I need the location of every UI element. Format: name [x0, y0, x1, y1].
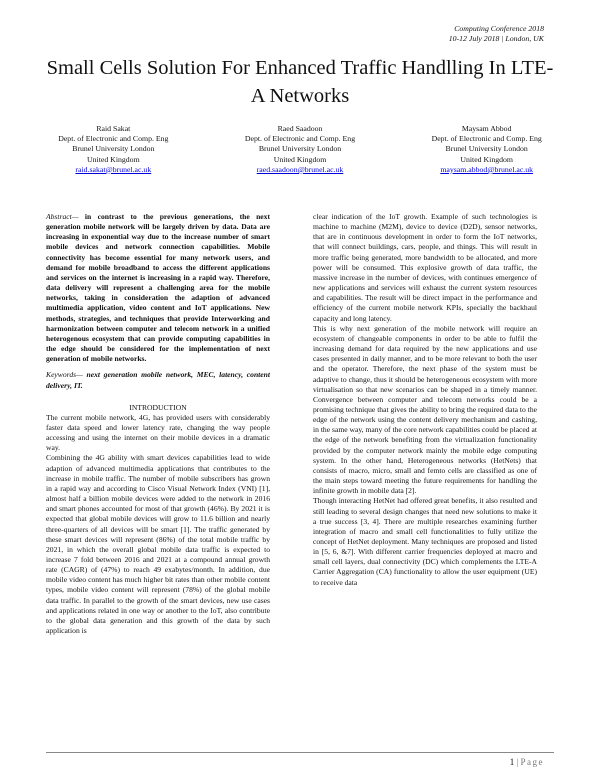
- author-2: [207, 124, 394, 175]
- author-block: [20, 124, 580, 175]
- author-name: Raid Sakat: [96, 124, 131, 133]
- footer-divider: [46, 752, 554, 753]
- author-3: [393, 124, 580, 175]
- abstract-text: in contrast to the previous generations, the next generation mobile network will be largely driven by data. Data are increasing in exponential way due to the increase number of smart mobile devices and network connection capabilities. Mobile connectivity has become essential for many network users, and demand for mobile broadband to access the different applications and services on the internet is increasing in a rapid way. Therefore, data delivery will represent a challenging area for the mobile networks, taking in consideration the adaption of advanced multimedia application, video content and IoT applications. New methods, strategies, and techniques that provide Interworking and harmonization between computer and telecom network in a unified heterogenous ecosystem that can provide computing capabilities in the edge should be considered for the implementation of next generation of mobile networks.: [46, 212, 270, 364]
- conference-header: [449, 24, 544, 44]
- page-label: Page: [520, 757, 544, 767]
- author-university: Brunel University London: [445, 144, 528, 154]
- author-1: [20, 124, 207, 175]
- section-heading-introduction: INTRODUCTION: [129, 402, 187, 412]
- author-university: Brunel University London: [72, 144, 155, 154]
- page-footer: [510, 757, 544, 767]
- author-email-link[interactable]: maysam.abbod@brunel.ac.uk: [440, 164, 534, 174]
- abstract: [46, 212, 270, 364]
- keywords-text: next generation mobile network, MEC, latency, content delivery, IT.: [46, 370, 270, 390]
- author-dept: Dept. of Electronic and Comp. Eng: [431, 134, 542, 144]
- author-dept: Dept. of Electronic and Comp. Eng: [244, 134, 356, 144]
- author-university: Brunel University London: [258, 144, 342, 154]
- paragraph: The current mobile network, 4G, has provided users with considerably faster data speed and lower latency rate, changing the way people accessing and using the internet on their mobile devices in a dramatic way.: [46, 412, 270, 453]
- left-column: [46, 212, 270, 636]
- paragraph: clear indication of the IoT growth. Example of such technologies is machine to machine (M2M), device to device (D2D), sensor networks, that are in continuous development in order to form the IoT networks, that will connect buildings, cars, people, and things. This will result in more traffic being generated, more bandwidth to be allocated, and more power will be consumed. This explosive growth of data traffic, the massive increase in the number of devices, with continues emergence of new applications and services will exhaust the current system resources and capabilities. The result will be direct impact in the performance and efficiency of the current mobile network KPIs, specially the backhaul capacity and long latency.: [313, 212, 537, 323]
- author-country: United Kingdom: [460, 154, 513, 164]
- paragraph: Though interacting HetNet had offered great benefits, it also resulted and still leading to several design changes that need new solutions to make it a true success [3, 4]. There are multiple researches examining further integration of macro and small cell functionalities to fully utilize the concept of HetNet deployment. Many techniques are proposed and listed in [5, 6, &7]. With different carrier frequencies deployed at macro and small cell layers, dual connectivity (DC) which complements the LTE-A Carrier Aggregation (CA) functionality to allow the user equipment (UE) to receive data: [313, 496, 537, 587]
- page-number: 1: [509, 757, 515, 767]
- author-name: Raed Saadoon: [277, 124, 323, 133]
- keywords: [46, 370, 270, 390]
- footer-separator: |: [516, 757, 519, 767]
- author-name: Maysam Abbod: [461, 124, 512, 133]
- paragraph: Combining the 4G ability with smart devices capabilities lead to wide adaption of advanced multimedia applications that contributes to the increase in mobile traffic. The number of mobile subscribers has grown in a rapid way and according to Cisco Visual Network Index (VNI) [1], almost half a billion mobile devices were added to the network in 2016 and smart phones accounted for most of that growth (46%). By 2021 it is expected that global mobile devices will grow to 11.6 billion and nearly three-quarters of all devices will be smart [1]. The traffic generated by these smart devices will represent (86%) of the total mobile traffic by 2021, in which the overall global mobile data traffic is expected to increase 7 fold between 2016 and 2021 at a compound annual growth rate (CAGR) of (47%) to reach 49 exabytes/month. In addition, due mobile video content has much higher bit rates than other mobile content types, mobile video content will represent (78%) of the global mobile data traffic. In parallel to the growth of the smart devices, new use cases and applications related in one way or another to the IoT, also contribute to the global data generation and this growth of the data by such application is: [46, 453, 270, 636]
- author-country: United Kingdom: [273, 154, 327, 164]
- conference-name: Computing Conference 2018: [454, 24, 544, 33]
- author-email-link[interactable]: raid.sakat@brunel.ac.uk: [75, 164, 152, 174]
- paragraph: This is why next generation of the mobile network will require an ecosystem of changeable components in order to be able to fulfil the increasing demand for data required by the new applications and use cases presented in daily manner, and to be more relevant to both the user and the operator. Therefore, the next phase of the system must be adaptive to change, thus it should be heterogeneous ecosystem with more virtualisation so that new scenarios can be shaped in a timely manner. Convergence between computer and telecom networks could be a promising technique that gives the ability to bring the required data to the edge of the network using the content delivery mechanism and cashing, in the same way, many of the core network capabilities could be placed at the edge of the network benefiting from the virtualization functionality provided by the computer network mainly the mobile edge computing system. In the other hand, Heterogeneous networks (HetNets) that consists of macro, micro, small and femto cells are classified as one of the main steps toward meeting the future requirements for handling the infinite growth in mobile data [2].: [313, 323, 537, 496]
- author-country: United Kingdom: [87, 154, 140, 164]
- right-column: [313, 212, 537, 588]
- author-email-link[interactable]: raed.saadoon@brunel.ac.uk: [256, 164, 344, 174]
- author-dept: Dept. of Electronic and Comp. Eng: [58, 134, 169, 144]
- conference-date-place: 10-12 July 2018 | London, UK: [448, 34, 544, 43]
- keywords-label: Keywords—: [46, 370, 83, 380]
- paper-title: Small Cells Solution For Enhanced Traffic Handlling In LTE-A Networks: [46, 57, 554, 107]
- abstract-label: Abstract—: [46, 212, 79, 221]
